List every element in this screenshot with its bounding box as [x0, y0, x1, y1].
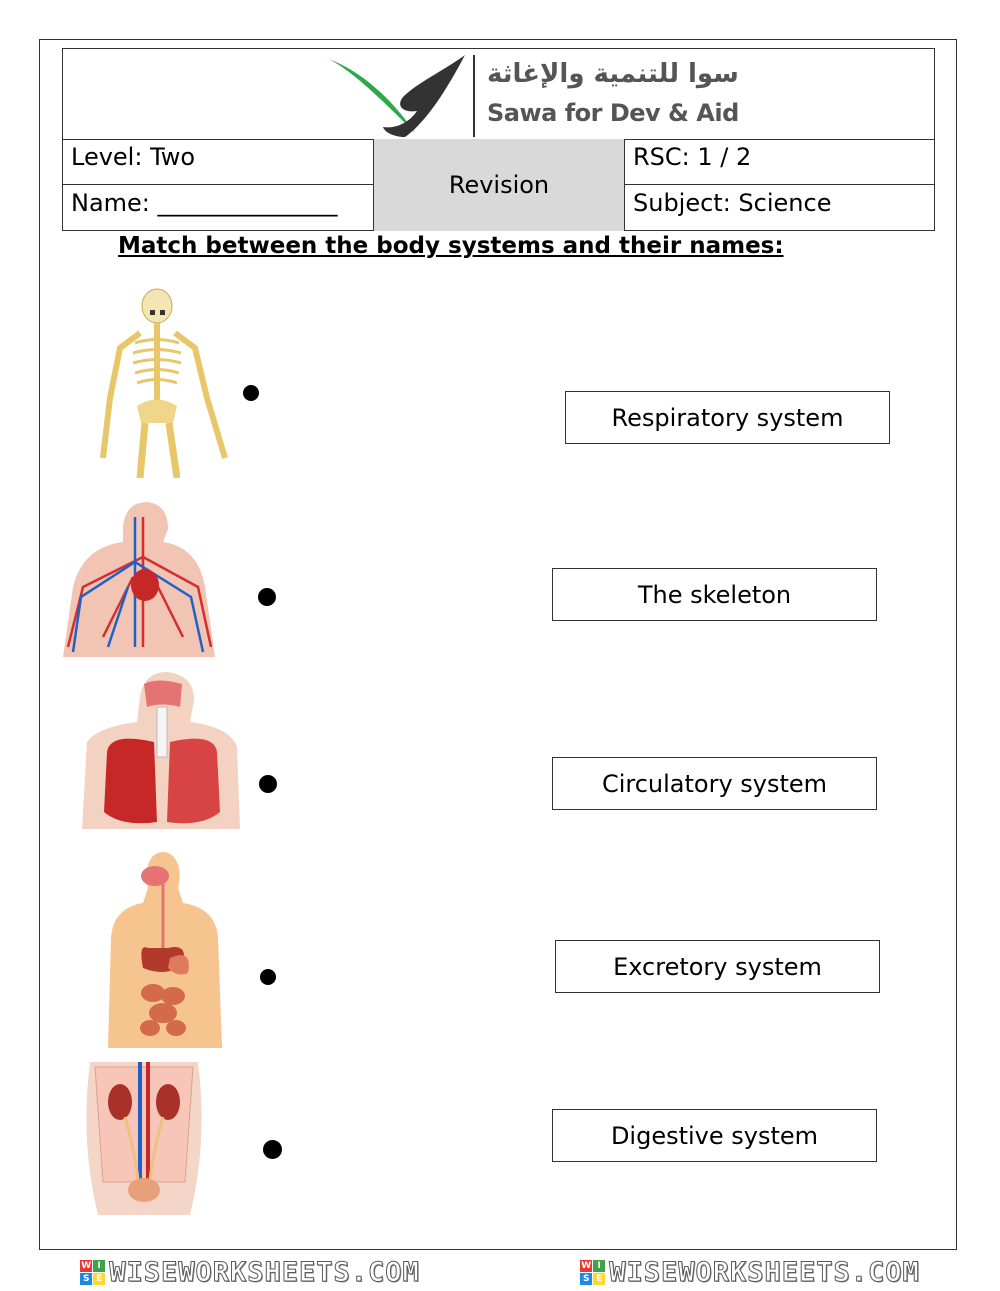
- level-cell: Level: Two: [63, 139, 374, 185]
- subject-cell: Subject: Science: [633, 189, 832, 217]
- answer-box-4[interactable]: [555, 940, 880, 993]
- answer-label-1: Respiratory system: [611, 403, 844, 432]
- footer-watermark: [0, 1254, 1000, 1291]
- wiseworksheets-logo-icon: W I S E: [80, 1260, 105, 1285]
- answer-box-2[interactable]: [552, 568, 877, 621]
- excretory-image: [80, 1062, 208, 1215]
- answer-label-5: Digestive system: [610, 1121, 819, 1150]
- wiseworksheets-logo-icon: W I S E: [580, 1260, 605, 1285]
- answer-box-1[interactable]: [565, 391, 890, 444]
- logo-area: [63, 49, 934, 140]
- match-dot-4[interactable]: [260, 969, 276, 985]
- footer-brand-text-1: WISEWORKSHEETS.COM: [109, 1257, 420, 1288]
- footer-brand-1[interactable]: [80, 1257, 420, 1288]
- answer-label-2: The skeleton: [637, 580, 792, 609]
- match-dot-3[interactable]: [259, 775, 277, 793]
- answer-box-3[interactable]: [552, 757, 877, 810]
- circulatory-image: [63, 497, 215, 657]
- rsc-cell: RSC: 1 / 2: [625, 139, 934, 185]
- match-dot-5[interactable]: [263, 1140, 282, 1159]
- footer-brand-text-2: WISEWORKSHEETS.COM: [609, 1257, 920, 1288]
- respiratory-image: [82, 672, 240, 829]
- logo-divider: [473, 55, 475, 137]
- revision-cell: [374, 139, 625, 231]
- footer-brand-2[interactable]: [580, 1257, 920, 1288]
- answer-label-4: Excretory system: [613, 952, 822, 981]
- revision-label: Revision: [448, 171, 550, 199]
- answer-label-3: Circulatory system: [601, 769, 828, 798]
- match-dot-2[interactable]: [258, 588, 276, 606]
- name-cell[interactable]: Name: _______________: [63, 185, 374, 231]
- logo-english-text: Sawa for Dev & Aid: [487, 99, 739, 127]
- skeleton-image: [95, 288, 240, 478]
- header-table: [62, 48, 935, 231]
- sawa-logo-icon: [325, 53, 465, 139]
- match-dot-1[interactable]: [243, 385, 259, 401]
- logo-arabic-text: سوا للتنمية والإغاثة: [487, 59, 739, 89]
- worksheet-title: Match between the body systems and their names:: [118, 233, 784, 259]
- answer-box-5[interactable]: [552, 1109, 877, 1162]
- digestive-image: [108, 848, 222, 1048]
